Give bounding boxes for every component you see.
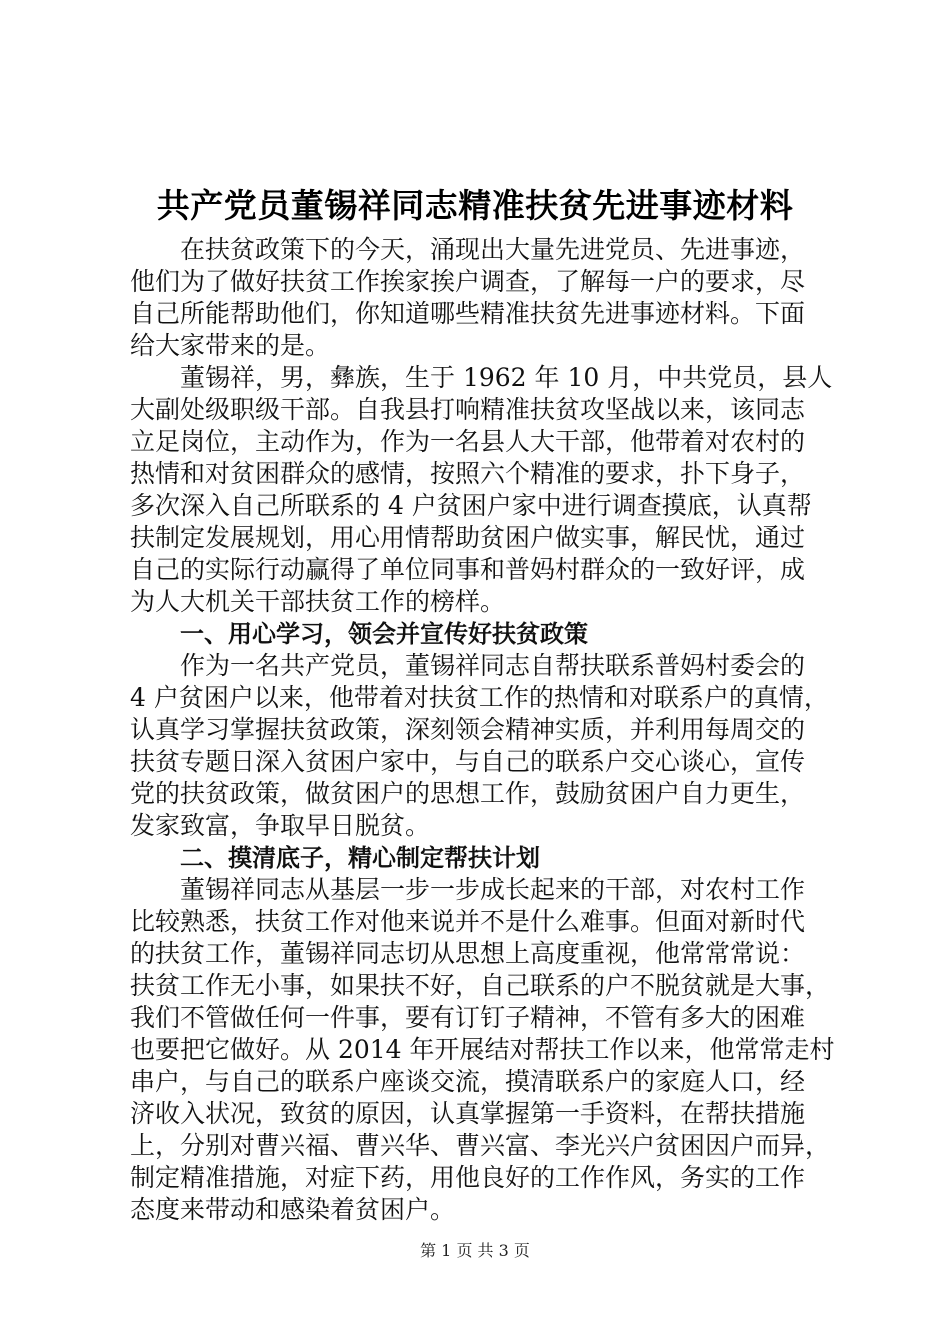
text-line: 串户，与自己的联系户座谈交流，摸清联系户的家庭人口，经 <box>130 1067 806 1096</box>
text-line: 扶贫工作无小事，如果扶不好，自己联系的户不脱贫就是大事， <box>130 971 831 1000</box>
section-heading: 一、用心学习，领会并宣传好扶贫政策 <box>180 620 588 648</box>
text-line: 认真学习掌握扶贫政策，深刻领会精神实质，并利用每周交的 <box>130 715 806 744</box>
text-line: 立足岗位，主动作为，作为一名县人大干部，他带着对农村的 <box>130 427 806 456</box>
text-line: 上，分别对曹兴福、曹兴华、曹兴富、李光兴户贫困因户而异， <box>130 1131 831 1160</box>
document-body <box>130 234 835 1226</box>
text-line: 扶贫专题日深入贫困户家中，与自己的联系户交心谈心，宣传 <box>130 747 806 776</box>
text-line: 董锡祥同志从基层一步一步成长起来的干部，对农村工作 <box>180 875 806 904</box>
text-line: 济收入状况，致贫的原因，认真掌握第一手资料，在帮扶措施 <box>130 1099 806 1128</box>
text-line: 作为一名共产党员，董锡祥同志自帮扶联系普妈村委会的 <box>180 651 806 680</box>
text-line: 也要把它做好。从 2014 年开展结对帮扶工作以来，他常常走村 <box>130 1035 835 1064</box>
text-line: 4 户贫困户以来，他带着对扶贫工作的热情和对联系户的真情， <box>130 683 829 712</box>
text-line: 自己所能帮助他们，你知道哪些精准扶贫先进事迹材料。下面 <box>130 299 806 328</box>
text-line: 态度来带动和感染着贫困户。 <box>130 1195 456 1224</box>
text-line: 大副处级职级干部。自我县打响精准扶贫攻坚战以来，该同志 <box>130 395 806 424</box>
text-line: 扶制定发展规划，用心用情帮助贫困户做实事，解民忧，通过 <box>130 523 806 552</box>
text-line: 在扶贫政策下的今天，涌现出大量先进党员、先进事迹， <box>180 235 806 264</box>
text-line: 发家致富，争取早日脱贫。 <box>130 811 431 840</box>
text-line: 为人大机关干部扶贫工作的榜样。 <box>130 587 506 616</box>
text-line: 给大家带来的是。 <box>130 331 331 360</box>
text-line: 热情和对贫困群众的感情，按照六个精准的要求，扑下身子， <box>130 459 806 488</box>
text-line: 他们为了做好扶贫工作挨家挨户调查，了解每一户的要求，尽 <box>130 267 806 296</box>
text-line: 比较熟悉，扶贫工作对他来说并不是什么难事。但面对新时代 <box>130 907 806 936</box>
section-heading: 二、摸清底子，精心制定帮扶计划 <box>180 844 540 872</box>
text-line: 董锡祥，男，彝族，生于 1962 年 10 月，中共党员，县人 <box>180 363 833 392</box>
document-title: 共产党员董锡祥同志精准扶贫先进事迹材料 <box>156 186 794 225</box>
text-line: 自己的实际行动赢得了单位同事和普妈村群众的一致好评，成 <box>130 555 806 584</box>
text-line: 的扶贫工作，董锡祥同志切从思想上高度重视，他常常常说： <box>130 939 806 968</box>
text-line: 多次深入自己所联系的 4 户贫困户家中进行调查摸底，认真帮 <box>130 491 812 520</box>
text-line: 制定精准措施，对症下药，用他良好的工作作风，务实的工作 <box>130 1163 806 1192</box>
page-footer: 第 1 页 共 3 页 <box>420 1241 530 1260</box>
text-line: 党的扶贫政策，做贫困户的思想工作，鼓励贫困户自力更生， <box>130 779 806 808</box>
text-line: 我们不管做任何一件事，要有订钉子精神，不管有多大的困难 <box>130 1003 806 1032</box>
